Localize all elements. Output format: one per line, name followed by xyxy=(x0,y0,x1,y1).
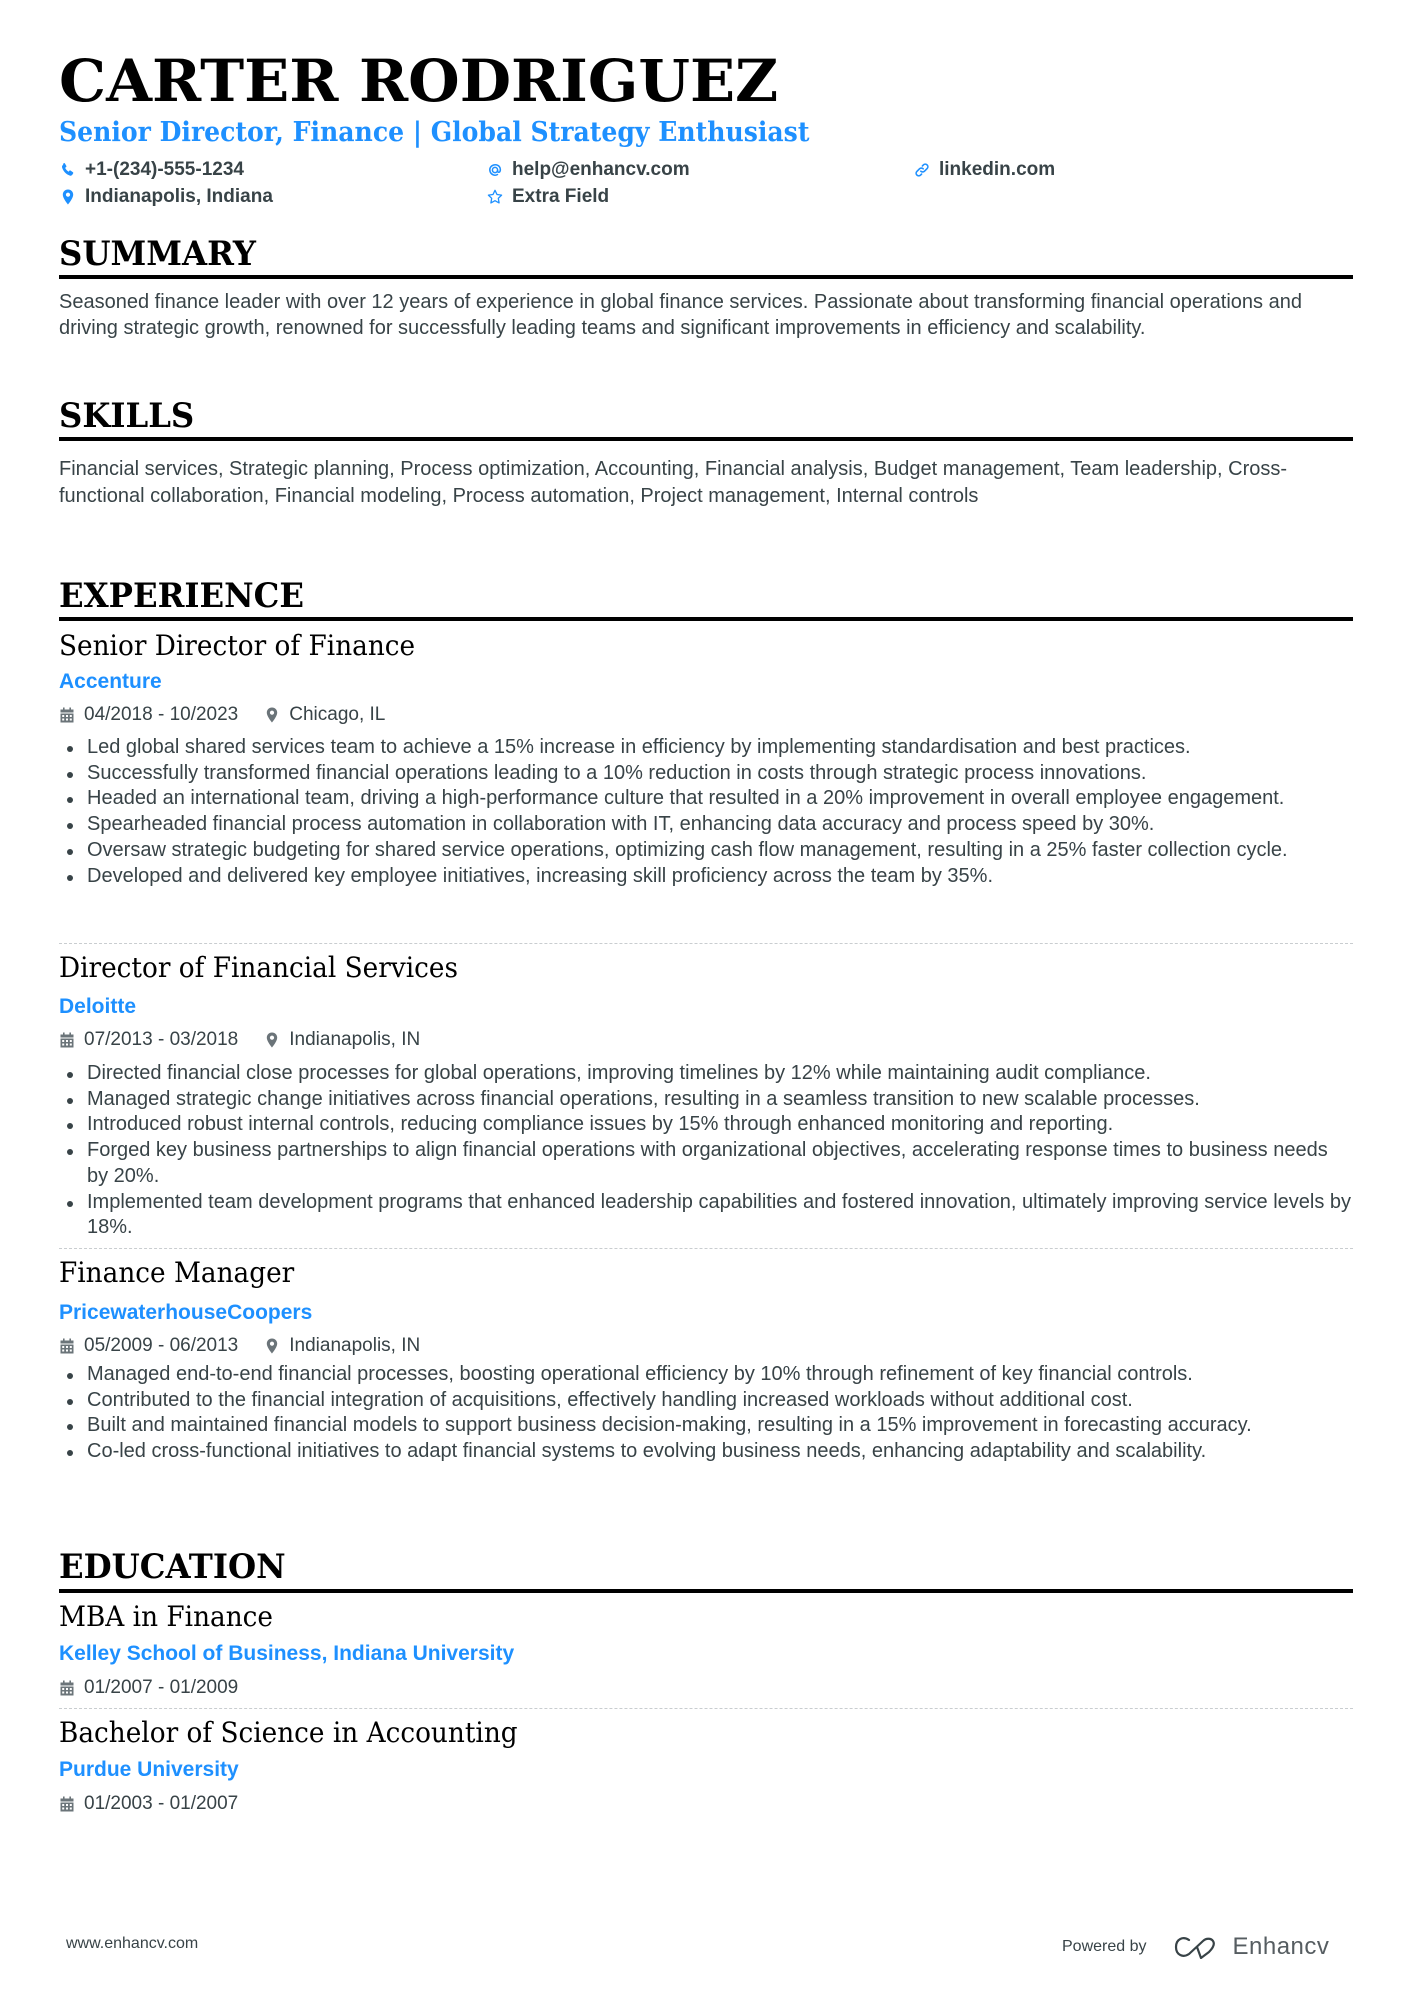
bullet-item: Directed financial close processes for global operations, improving timelines by 12% while maintaining audit compliance. xyxy=(59,1061,1353,1087)
job-dates: 07/2013 - 03/2018 xyxy=(84,1029,239,1050)
job-location: Indianapolis, IN xyxy=(289,1029,421,1050)
section-title-summary: SUMMARY xyxy=(59,234,256,274)
link-icon xyxy=(913,161,931,179)
bullet-item: Built and maintained financial models to support business decision-making, resulting in a 15% improvement in forecasting accuracy. xyxy=(59,1413,1353,1439)
degree-title: MBA in Finance xyxy=(59,1600,273,1633)
job-title: Finance Manager xyxy=(59,1256,295,1289)
bullet-item: Managed strategic change initiatives across financial operations, resulting in a seamless transition to new scalable processes. xyxy=(59,1087,1353,1113)
company-name: PricewaterhouseCoopers xyxy=(59,1301,313,1324)
job-meta xyxy=(59,1336,420,1355)
entry-divider xyxy=(59,1708,1353,1709)
powered-by-label: Powered by xyxy=(1062,1938,1147,1955)
company-name: Deloitte xyxy=(59,995,137,1018)
at-icon xyxy=(486,161,504,179)
job-location: Indianapolis, IN xyxy=(289,1335,421,1356)
bullet-item: Implemented team development programs that enhanced leadership capabilities and fostered innovation, ultimately improving service levels by 18%. xyxy=(59,1190,1353,1241)
job-meta xyxy=(59,705,385,724)
job-bullets xyxy=(59,1061,1353,1241)
job-bullets xyxy=(59,735,1353,889)
section-rule xyxy=(59,275,1353,279)
entry-divider xyxy=(59,943,1353,944)
bullet-item: Led global shared services team to achieve a 15% increase in efficiency by implementing standardisation and best practices. xyxy=(59,735,1353,761)
calendar-icon xyxy=(59,707,75,723)
job-title: Director of Financial Services xyxy=(59,951,458,984)
education-dates: 01/2003 - 01/2007 xyxy=(84,1793,239,1814)
job-title: Senior Director of Finance xyxy=(59,629,416,662)
degree-title: Bachelor of Science in Accounting xyxy=(59,1716,518,1749)
bullet-item: Contributed to the financial integration of acquisitions, effectively handling increased workloads without additional cost. xyxy=(59,1388,1353,1414)
map-pin-icon xyxy=(59,188,77,206)
education-dates: 01/2007 - 01/2009 xyxy=(84,1677,239,1698)
job-dates: 05/2009 - 06/2013 xyxy=(84,1335,239,1356)
calendar-icon xyxy=(59,1680,75,1696)
section-rule xyxy=(59,437,1353,441)
calendar-icon xyxy=(59,1796,75,1812)
candidate-name: CARTER RODRIGUEZ xyxy=(59,47,779,115)
section-title-experience: EXPERIENCE xyxy=(59,576,305,616)
job-meta xyxy=(59,1030,420,1049)
bullet-item: Developed and delivered key employee initiatives, increasing skill proficiency across the team by 35%. xyxy=(59,864,1353,890)
link-value: linkedin.com xyxy=(939,159,1056,180)
school-name: Kelley School of Business, Indiana University xyxy=(59,1642,515,1665)
phone-value: +1-(234)-555-1234 xyxy=(85,159,244,180)
contact-email[interactable] xyxy=(486,160,690,179)
contact-location xyxy=(59,187,273,206)
footer-url[interactable]: www.enhancv.com xyxy=(66,1935,199,1952)
bullet-item: Introduced robust internal controls, reducing compliance issues by 15% through enhanced monitoring and reporting. xyxy=(59,1112,1353,1138)
location-value: Indianapolis, Indiana xyxy=(85,186,273,207)
enhancv-logo-icon xyxy=(1173,1935,1223,1959)
school-name: Purdue University xyxy=(59,1758,239,1781)
contact-phone xyxy=(59,160,244,179)
bullet-item: Spearheaded financial process automation in collaboration with IT, enhancing data accuracy and process speed by 30%. xyxy=(59,812,1353,838)
bullet-item: Managed end-to-end financial processes, boosting operational efficiency by 10% through refinement of key financial controls. xyxy=(59,1362,1353,1388)
phone-icon xyxy=(59,161,77,179)
entry-divider xyxy=(59,1248,1353,1249)
map-pin-icon xyxy=(264,1338,280,1354)
calendar-icon xyxy=(59,1032,75,1048)
enhancv-brand: Enhancv xyxy=(1232,1933,1330,1960)
bullet-item: Oversaw strategic budgeting for shared service operations, optimizing cash flow management, resulting in a 25% faster collection cycle. xyxy=(59,838,1353,864)
email-value: help@enhancv.com xyxy=(512,159,690,180)
summary-text: Seasoned finance leader with over 12 years of experience in global finance services. Passionate about transforming financial operations and driving strategic growth, renowned for successfully leading teams and significant improvements in efficiency and scalability. xyxy=(59,291,1302,339)
section-rule xyxy=(59,617,1353,621)
education-meta xyxy=(59,1678,238,1697)
job-bullets xyxy=(59,1362,1353,1465)
bullet-item: Forged key business partnerships to align financial operations with organizational objectives, accelerating response times to business needs by 20%. xyxy=(59,1138,1353,1189)
skills-text: Financial services, Strategic planning, Process optimization, Accounting, Financial analysis, Budget management, Team leadership, Cross-functional collaboration, Financial modeling, Process automation, Project management, Internal controls xyxy=(59,458,1288,507)
section-title-education: EDUCATION xyxy=(59,1547,286,1587)
bullet-item: Successfully transformed financial operations leading to a 10% reduction in costs through strategic process innovations. xyxy=(59,761,1353,787)
section-title-skills: SKILLS xyxy=(59,396,195,436)
contact-extra xyxy=(486,187,609,206)
company-name: Accenture xyxy=(59,670,162,693)
bullet-item: Co-led cross-functional initiatives to adapt financial systems to evolving business needs, enhancing adaptability and scalability. xyxy=(59,1439,1353,1465)
extra-value: Extra Field xyxy=(512,186,610,207)
map-pin-icon xyxy=(264,707,280,723)
powered-by[interactable] xyxy=(1062,1933,1329,1961)
job-location: Chicago, IL xyxy=(289,704,386,725)
star-icon xyxy=(486,188,504,206)
section-rule xyxy=(59,1589,1353,1593)
job-dates: 04/2018 - 10/2023 xyxy=(84,704,239,725)
map-pin-icon xyxy=(264,1032,280,1048)
education-meta xyxy=(59,1794,238,1813)
contact-link[interactable] xyxy=(913,160,1055,179)
candidate-headline: Senior Director, Finance | Global Strategy Enthusiast xyxy=(59,117,810,148)
calendar-icon xyxy=(59,1338,75,1354)
bullet-item: Headed an international team, driving a high-performance culture that resulted in a 20% improvement in overall employee engagement. xyxy=(59,786,1353,812)
